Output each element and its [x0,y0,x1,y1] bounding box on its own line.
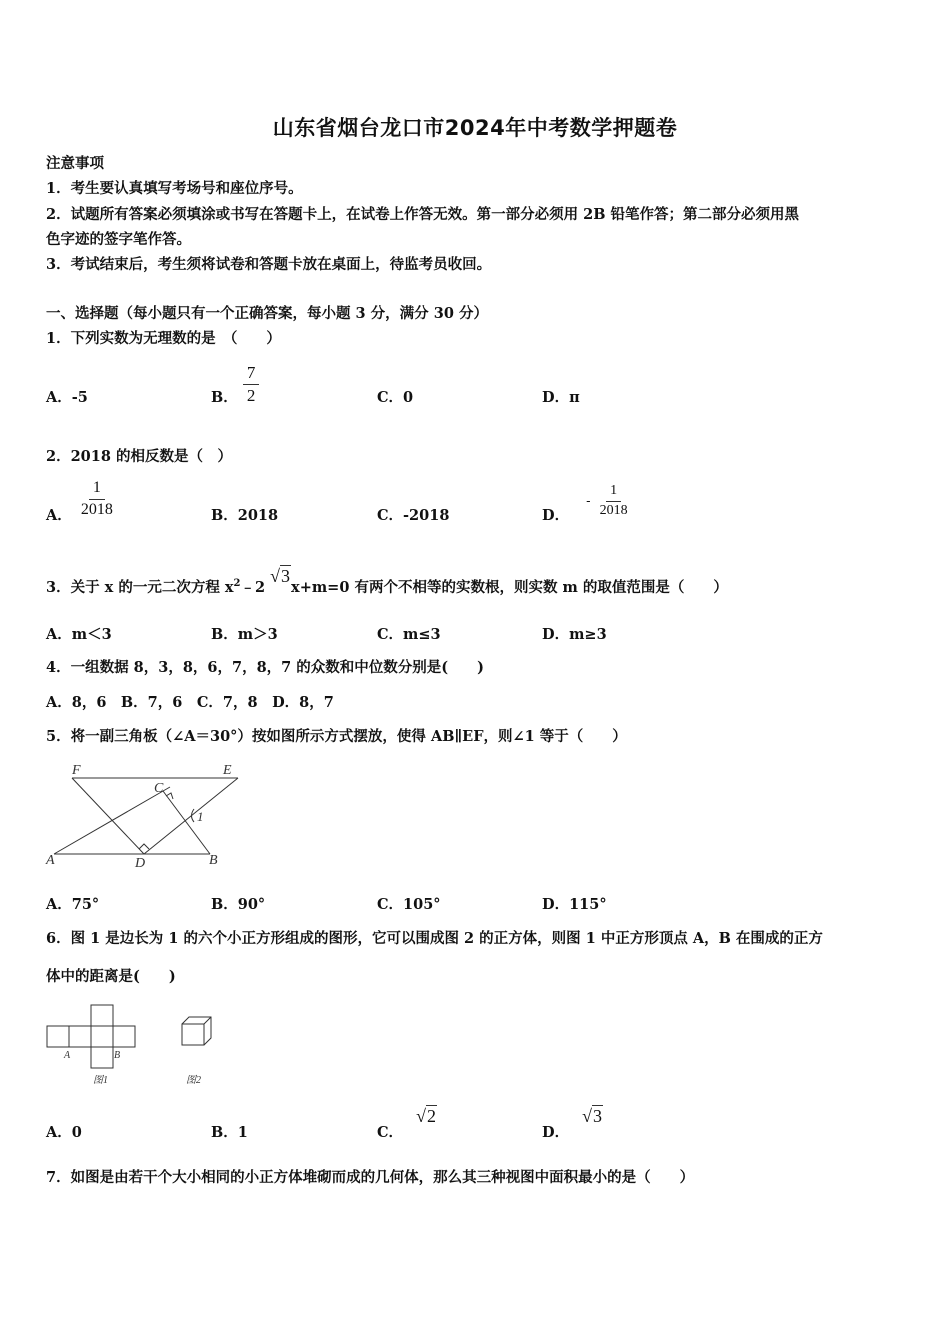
page-title: 山东省烟台龙口市2024年中考数学押题卷 [272,116,678,140]
label-c: C [154,781,164,796]
q3-stem-part-1: 3．关于 x 的一元二次方程 x [46,579,234,596]
question-3-stem [46,566,728,597]
q3-stem-part-2: ﹣2 [240,579,266,596]
notice-item-2-cont: 色字迹的签字笔作答。 [46,231,191,248]
q2-option-d-fraction [596,484,632,518]
q6-option-d [542,1106,603,1142]
label-a: A [46,853,55,868]
q1-option-b-label: B． [211,389,238,406]
q1-option-b-fraction [243,364,260,405]
question-4-stem: 4．一组数据 8，3，8，6，7，8，7 的众数和中位数分别是( ) [46,659,485,676]
q6-option-c-label: C． [377,1124,404,1141]
q3-option-a: A．m＜3 [46,626,112,643]
q1-option-b [211,362,259,407]
q1-option-c: C．0 [377,389,414,406]
q2-option-d-sign: - [586,494,591,509]
label-e: E [223,763,232,778]
fraction-numerator: 1 [606,484,621,502]
fig2-caption: 图2 [186,1075,201,1086]
q2-option-a-label: A． [46,507,72,524]
q5-option-c: C．105° [377,896,441,913]
label-d: D [135,856,146,871]
q3-option-b: B．m＞3 [211,626,278,643]
fig1-caption: 图1 [93,1075,108,1086]
net-label-b: B [114,1050,121,1061]
fraction-denominator: 2018 [80,500,113,518]
q3-option-c: C．m≤3 [377,626,441,643]
fraction-denominator: 2 [246,386,256,405]
q5-option-b: B．90° [211,896,266,913]
line-ac [54,787,170,854]
angle-1-arc [192,809,195,822]
q2-option-b: B．2018 [211,507,279,524]
sqrt-value: 2 [427,1106,436,1126]
fraction-denominator: 2018 [599,502,628,518]
label-f: F [72,763,81,778]
q6-option-b: B．1 [211,1124,248,1141]
question-6-stem-line-2: 体中的距离是( ) [46,968,176,985]
net-label-a: A [64,1050,71,1061]
question-2-stem: 2．2018 的相反数是（ ） [46,448,232,465]
q2-option-a-fraction [77,480,117,519]
q2-option-a [46,480,117,525]
q5-option-a: A．75° [46,896,100,913]
cube-fig2 [182,1017,211,1045]
notice-item-2: 2．试题所有答案必须填涂或书写在答题卡上，在试卷上作答无效。第一部分必须用 2B 铅笔作答；第二部分必须用黑 [46,206,800,223]
q3-stem-part-3: x+m=0 有两个不相等的实数根，则实数 m 的取值范围是（ ） [291,579,728,596]
q5-option-d: D．115° [542,896,607,913]
notice-item-1: 1．考生要认真填写考场号和座位序号。 [46,180,303,197]
notice-item-3: 3．考试结束后，考生须将试卷和答题卡放在桌面上，待监考员收回。 [46,256,492,273]
q2-option-c: C．-2018 [377,507,450,524]
cube-net-fig1 [47,1005,135,1068]
q6-cube-figures [40,998,240,1093]
question-7-stem: 7．如图是由若干个大小相同的小正方体堆砌而成的几何体，那么其三种视图中面积最小的是（ ） [46,1169,695,1186]
question-5-stem: 5．将一副三角板（∠A＝30°）按如图所示方式摆放，使得 AB∥EF，则∠1 等于（ ） [46,728,627,745]
q3-option-d: D．m≥3 [542,626,607,643]
label-b: B [209,853,218,868]
q1-option-a: A．-5 [46,389,88,406]
q1-option-d: D．π [542,389,580,406]
question-6-stem-line-1: 6．图 1 是边长为 1 的六个小正方形组成的图形，它可以围成图 2 的正方体，则图 1 中正方形顶点 A，B 在围成的正方 [46,930,823,947]
sqrt-value: 3 [593,1106,603,1126]
right-angle-d [139,844,149,849]
q3-exponent: 2 [233,578,241,590]
q6-option-c [377,1106,437,1142]
q2-option-d-label: D． [542,507,570,524]
q6-option-a: A．0 [46,1124,82,1141]
q2-option-d [542,484,632,525]
notice-heading: 注意事项 [46,155,104,172]
question-1-stem: 1．下列实数为无理数的是 （ ） [46,330,281,347]
fraction-numerator: 7 [243,364,260,385]
q6-option-d-sqrt: √3 [582,1106,603,1126]
q3-sqrt: √3 [270,566,291,586]
line-fd [72,778,144,854]
q4-options: A．8，6 B．7，6 C．7，8 D．8，7 [46,694,334,711]
fraction-numerator: 1 [89,480,105,500]
q3-sqrt-value: 3 [281,566,291,586]
label-1: 1 [197,809,204,824]
q5-triangle-figure [40,758,260,873]
q6-option-d-label: D． [542,1124,570,1141]
section-heading: 一、选择题（每小题只有一个正确答案，每小题 3 分，满分 30 分） [46,305,488,322]
q6-option-c-sqrt: √2 [416,1106,436,1126]
